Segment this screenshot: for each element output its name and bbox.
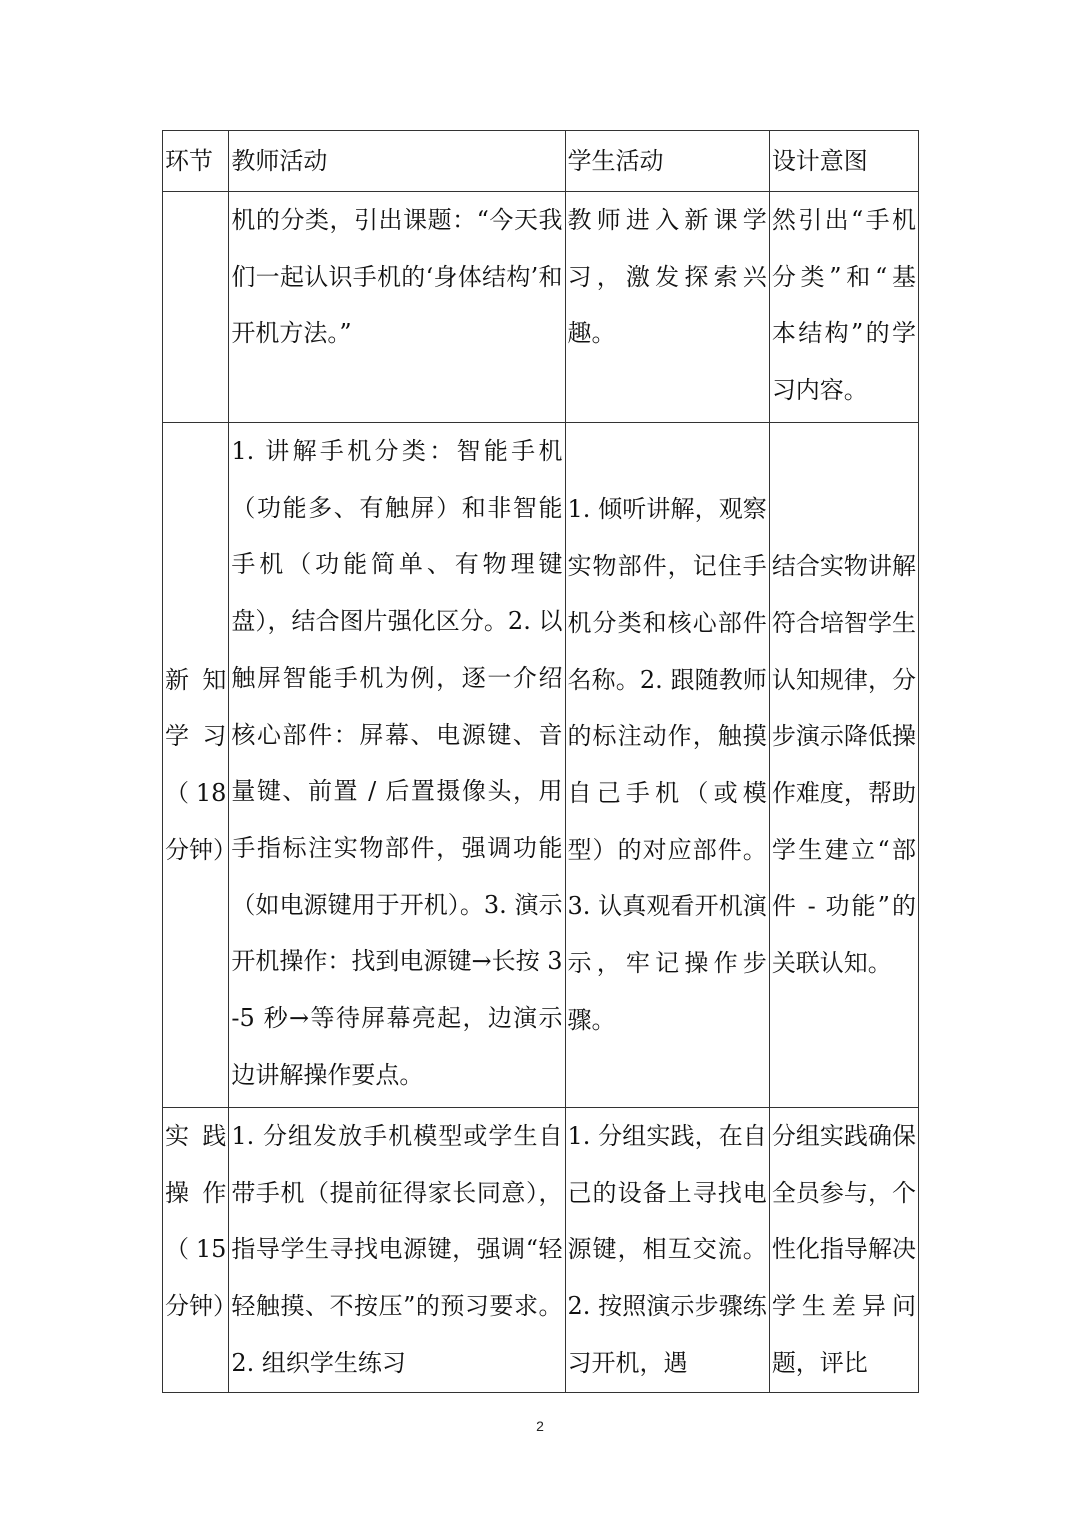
- table-row: [163, 423, 919, 1108]
- design-intent-cell: 结合实物讲解符合培智学生认知规律，分步演示降低操作难度，帮助学生建立“部件 - 功能”的关联认知。: [769, 423, 918, 1108]
- header-teacher-activity: 教师活动: [229, 131, 565, 192]
- page-number: 2: [536, 1418, 544, 1434]
- table-header-row: [163, 131, 919, 192]
- teacher-activity-cell: 机的分类，引出课题：“今天我们一起认识手机的‘身体结构’和开机方法。”: [229, 192, 565, 423]
- table-row: [163, 1108, 919, 1393]
- lesson-plan-table: [162, 130, 919, 1393]
- design-intent-cell: 分组实践确保全员参与，个性化指导解决学生差异问题，评比: [769, 1108, 918, 1393]
- header-design-intent: 设计意图: [769, 131, 918, 192]
- table-row: [163, 192, 919, 423]
- phase-cell: [163, 192, 229, 423]
- design-intent-cell: 然引出“手机分类”和“基本结构”的学习内容。: [769, 192, 918, 423]
- phase-cell: 实践操作（15分钟）: [163, 1108, 229, 1393]
- teacher-activity-cell: 1. 分组发放手机模型或学生自带手机（提前征得家长同意），指导学生寻找电源键，强调“轻轻触摸、不按压”的预习要求。2. 组织学生练习: [229, 1108, 565, 1393]
- student-activity-cell: 1. 倾听讲解，观察实物部件，记住手机分类和核心部件名称。2. 跟随教师的标注动作，触摸自己手机（或模型）的对应部件。3. 认真观看开机演示，牢记操作步骤。: [565, 423, 769, 1108]
- student-activity-cell: 教师进入新课学习，激发探索兴趣。: [565, 192, 769, 423]
- teacher-activity-cell: 1. 讲解手机分类：智能手机（功能多、有触屏）和非智能手机（功能简单、有物理键盘），结合图片强化区分。2. 以触屏智能手机为例，逐一介绍核心部件：屏幕、电源键、音量键、前置 / 后置摄像头，用手指标注实物部件，强调功能（如电源键用于开机）。3. 演示开机操作：找到电源键→长按 3-5 秒→等待屏幕亮起，边演示边讲解操作要点。: [229, 423, 565, 1108]
- phase-cell: 新知学习（18分钟）: [163, 423, 229, 1108]
- header-student-activity: 学生活动: [565, 131, 769, 192]
- header-phase: 环节: [163, 131, 229, 192]
- student-activity-cell: 1. 分组实践，在自己的设备上寻找电源键，相互交流。2. 按照演示步骤练习开机，遇: [565, 1108, 769, 1393]
